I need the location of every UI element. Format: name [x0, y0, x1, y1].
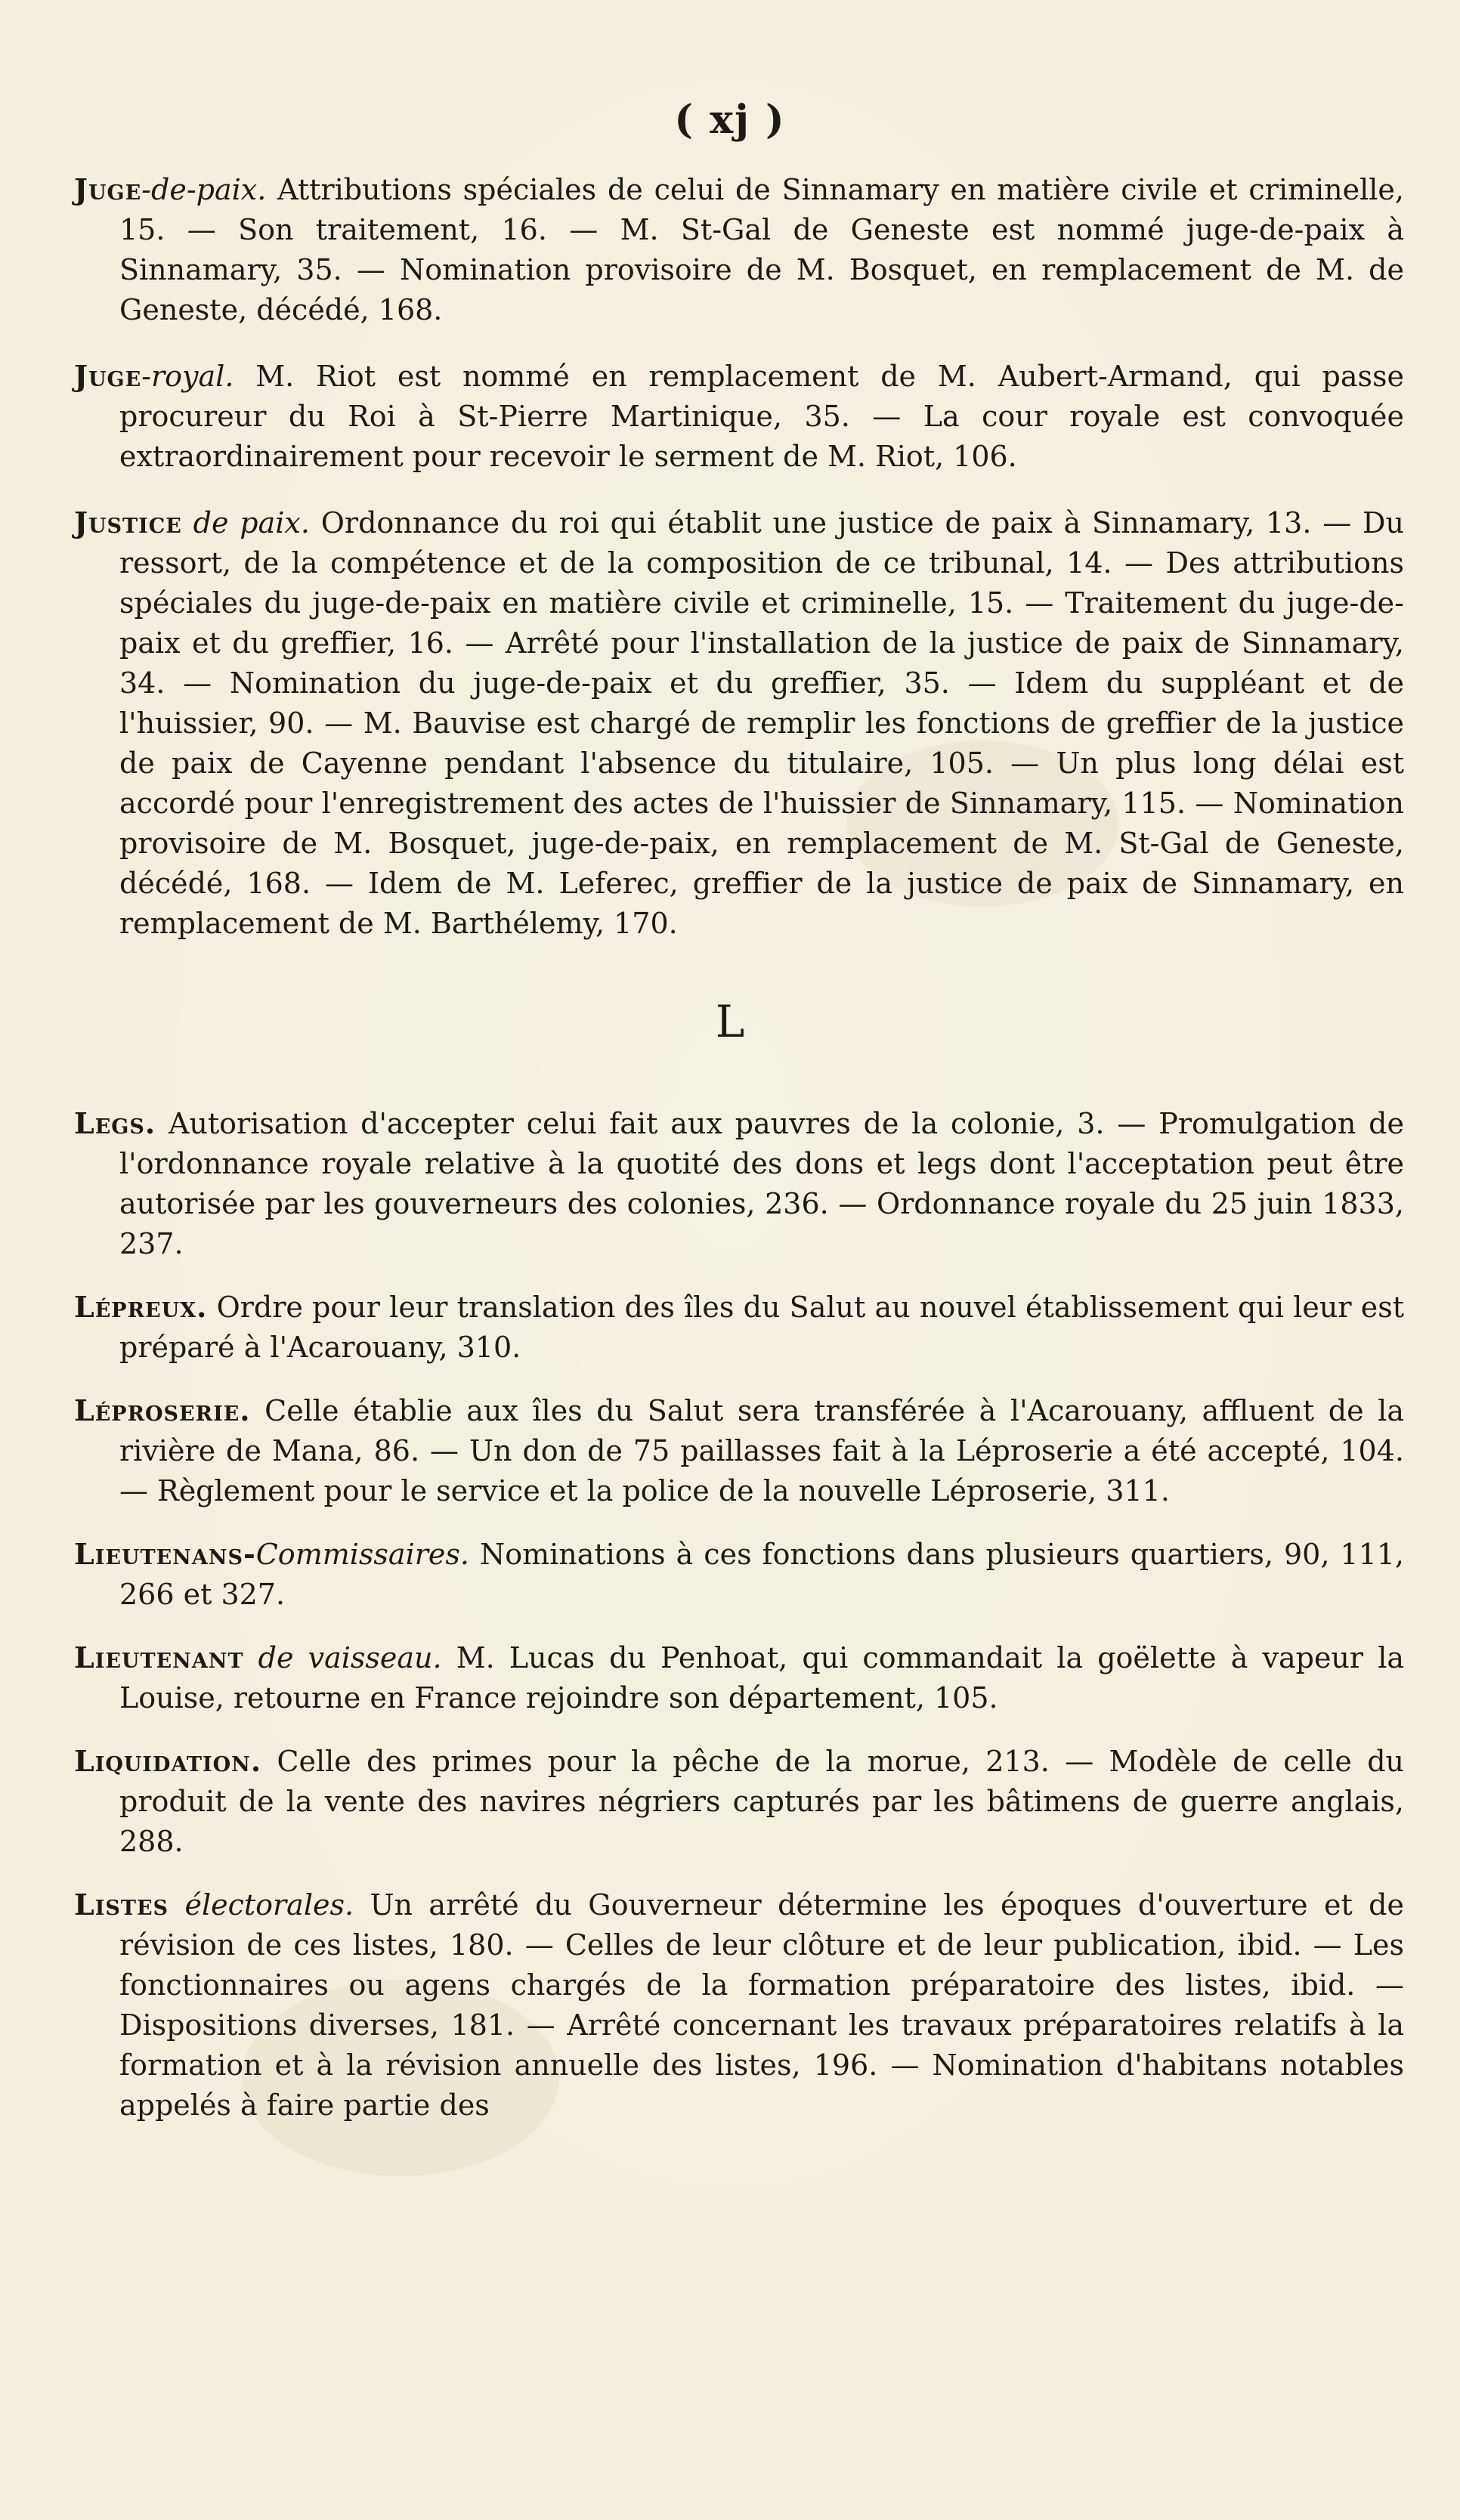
index-entry [74, 356, 1404, 477]
entry-headword: Legs. [74, 1106, 156, 1140]
entry-headword-italic: Commissaires. [255, 1538, 469, 1571]
entry-text: M. Lucas du Penhoat, qui commandait la goëlette à vapeur la Louise, retourne en France rejoindre son département, 105. [119, 1641, 1405, 1715]
entry-headword: Justice [74, 506, 182, 540]
entry-text: M. Riot est nommé en remplacement de M. Aubert-Armand, qui passe procureur du Roi à St-Pierre Martinique, 35. — La cour royale est convoquée extraordinairement pour recevoir le serment de M. Riot, 106. [119, 360, 1404, 473]
entry-headword: Lieutenans- [74, 1537, 256, 1571]
entry-headword: Juge [74, 172, 142, 206]
index-block-j [74, 169, 1404, 944]
index-entry [74, 1390, 1404, 1511]
entry-headword: Liquidation. [74, 1744, 262, 1778]
index-entry [74, 1103, 1404, 1264]
entry-text: Nominations à ces fonctions dans plusieurs quartiers, 90, 111, 266 et 327. [119, 1538, 1404, 1611]
entry-headword: Juge [74, 359, 142, 393]
entry-headword-italic: de paix. [181, 506, 310, 540]
entry-text: Attributions spéciales de celui de Sinnamary en matière civile et criminelle, 15. — Son traitement, 16. — M. St-Gal de Geneste est nommé juge-de-paix à Sinnamary, 35. — Nomination provisoire de M. Bosquet, en remplacement de M. de Geneste, décédé, 168. [119, 173, 1404, 326]
index-entry [74, 1741, 1404, 1862]
entry-headword: Listes [74, 1888, 169, 1922]
index-entry [74, 1885, 1404, 2126]
entry-headword-italic: électorales. [169, 1888, 354, 1922]
index-entry [74, 169, 1404, 330]
index-entry [74, 502, 1404, 944]
entry-text: Autorisation d'accepter celui fait aux pauvres de la colonie, 3. — Promulgation de l'ordonnance royale relative à la quotité des dons et legs dont l'acceptation peut être autorisée par les gouverneurs des colonies, 236. — Ordonnance royale du 25 juin 1833, 237. [119, 1107, 1404, 1260]
entry-headword-italic: -de-paix. [141, 173, 267, 206]
index-block-l [74, 1103, 1404, 2126]
entry-headword: Lépreux. [74, 1290, 208, 1324]
entry-text: Ordre pour leur translation des îles du Salut au nouvel établissement qui leur est préparé à l'Acarouany, 310. [119, 1291, 1404, 1364]
entry-text: Ordonnance du roi qui établit une justice de paix à Sinnamary, 13. — Du ressort, de la compétence et de la composition de ce tribunal, 14. — Des attributions spéciales du juge-de-paix en matière civile et criminelle, 15. — Traitement du juge-de-paix et du greffier, 16. — Arrêté pour l'installation de la justice de paix de Sinnamary, 34. — Nomination du juge-de-paix et du greffier, 35. — Idem du suppléant et de l'huissier, 90. — M. Bauvise est chargé de remplir les fonctions de greffier de la justice de paix de Cayenne pendant l'absence du titulaire, 105. — Un plus long délai est accordé pour l'enregistrement des actes de l'huissier de Sinnamary, 115. — Nomination provisoire de M. Bosquet, juge-de-paix, en remplacement de M. St-Gal de Geneste, décédé, 168. — Idem de M. Leferec, greffier de la justice de paix de Sinnamary, en remplacement de M. Barthélemy, 170. [119, 506, 1404, 940]
entry-headword-italic: -royal. [141, 360, 234, 393]
entry-text: Celle établie aux îles du Salut sera transférée à l'Acarouany, affluent de la rivière de Mana, 86. — Un don de 75 paillasses fait à la Léproserie a été accepté, 104. — Règlement pour le service et la police de la nouvelle Léproserie, 311. [119, 1394, 1404, 1507]
section-letter: L [715, 996, 745, 1047]
index-entry [74, 1637, 1405, 1718]
entry-headword: Léproserie. [74, 1393, 251, 1427]
entry-headword-italic: de vaisseau. [243, 1641, 442, 1674]
entry-text: Un arrêté du Gouverneur détermine les époques d'ouverture et de révision de ces listes, 180. — Celles de leur clôture et de leur publication, ibid. — Les fonctionnaires ou agens chargés de la formation préparatoire des listes, ibid. — Dispositions diverses, 181. — Arrêté concernant les travaux préparatoires relatifs à la formation et à la révision annuelle des listes, 196. — Nomination d'habitans notables appelés à faire partie des [119, 1888, 1404, 2122]
page-number: ( xj ) [674, 97, 786, 143]
entry-text: Celle des primes pour la pêche de la morue, 213. — Modèle de celle du produit de la vente des navires négriers capturés par les bâtimens de guerre anglais, 288. [119, 1745, 1404, 1858]
entry-headword: Lieutenant [74, 1640, 244, 1674]
index-entry [74, 1534, 1404, 1615]
index-entry [74, 1287, 1404, 1368]
